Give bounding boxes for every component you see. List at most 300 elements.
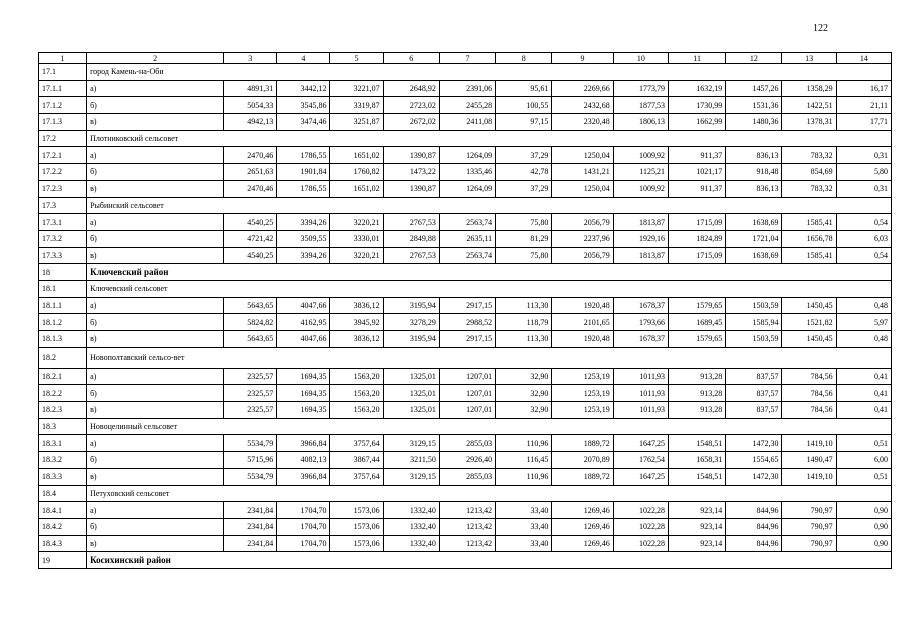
- value-cell: 97,15: [496, 114, 552, 131]
- value-cell: 33,40: [496, 518, 552, 535]
- value-cell: 2648,92: [383, 80, 439, 97]
- value-cell: 1390,87: [383, 147, 439, 164]
- value-cell: 2917,15: [439, 331, 495, 348]
- value-cell: 0,54: [836, 214, 891, 231]
- column-header: 4: [277, 53, 330, 64]
- value-cell: 4162,95: [277, 314, 330, 331]
- table-row: [39, 314, 892, 331]
- value-cell: 1573,06: [330, 502, 383, 519]
- row-variant: в): [87, 331, 224, 348]
- value-cell: 923,14: [668, 518, 725, 535]
- value-cell: 5643,65: [224, 331, 277, 348]
- value-cell: 1786,55: [277, 180, 330, 197]
- section-name: город Камень-на-Оби: [87, 64, 892, 81]
- value-cell: 1269,46: [552, 518, 613, 535]
- value-cell: 100,55: [496, 97, 552, 114]
- value-cell: 0,31: [836, 147, 891, 164]
- section-row: [39, 64, 892, 81]
- value-cell: 0,90: [836, 518, 891, 535]
- value-cell: 2325,57: [224, 368, 277, 385]
- tariff-table: [38, 52, 892, 569]
- row-variant: в): [87, 114, 224, 131]
- value-cell: 1419,10: [782, 435, 836, 452]
- row-variant: а): [87, 80, 224, 97]
- value-cell: 2635,11: [439, 230, 495, 247]
- section-row: [39, 130, 892, 147]
- value-cell: 1250,04: [552, 180, 613, 197]
- value-cell: 1573,06: [330, 518, 383, 535]
- table-row: [39, 297, 892, 314]
- value-cell: 0,51: [836, 468, 891, 485]
- value-cell: 3509,55: [277, 230, 330, 247]
- row-variant: в): [87, 468, 224, 485]
- value-cell: 1022,28: [613, 535, 668, 552]
- row-index: 18.3.1: [39, 435, 87, 452]
- column-header: 3: [224, 53, 277, 64]
- column-header: 13: [782, 53, 836, 64]
- value-cell: 1678,37: [613, 331, 668, 348]
- value-cell: 3394,26: [277, 214, 330, 231]
- value-cell: 911,37: [668, 180, 725, 197]
- table-row: [39, 164, 892, 181]
- value-cell: 1662,99: [668, 114, 725, 131]
- value-cell: 1378,31: [782, 114, 836, 131]
- value-cell: 1503,59: [726, 297, 782, 314]
- value-cell: 913,28: [668, 402, 725, 419]
- row-index: 18.1.2: [39, 314, 87, 331]
- value-cell: 837,57: [726, 402, 782, 419]
- section-row: [39, 280, 892, 297]
- value-cell: 1715,09: [668, 247, 725, 264]
- value-cell: 0,51: [836, 435, 891, 452]
- table-row: [39, 114, 892, 131]
- value-cell: 1762,54: [613, 452, 668, 469]
- value-cell: 1638,69: [726, 247, 782, 264]
- column-header: 7: [439, 53, 495, 64]
- value-cell: 923,14: [668, 535, 725, 552]
- value-cell: 1579,65: [668, 331, 725, 348]
- value-cell: 1585,41: [782, 214, 836, 231]
- value-cell: 783,32: [782, 147, 836, 164]
- table-row: [39, 385, 892, 402]
- value-cell: 2432,68: [552, 97, 613, 114]
- value-cell: 1531,36: [726, 97, 782, 114]
- value-cell: 0,48: [836, 331, 891, 348]
- table-row: [39, 435, 892, 452]
- value-cell: 2056,79: [552, 247, 613, 264]
- value-cell: 2056,79: [552, 214, 613, 231]
- section-name: Новополтавский сельсо-вет: [87, 347, 892, 368]
- value-cell: 1704,70: [277, 535, 330, 552]
- value-cell: 1730,99: [668, 97, 725, 114]
- value-cell: 0,90: [836, 535, 891, 552]
- value-cell: 1715,09: [668, 214, 725, 231]
- row-variant: а): [87, 214, 224, 231]
- value-cell: 6,03: [836, 230, 891, 247]
- value-cell: 33,40: [496, 535, 552, 552]
- value-cell: 3129,15: [383, 468, 439, 485]
- value-cell: 0,48: [836, 297, 891, 314]
- value-cell: 1573,06: [330, 535, 383, 552]
- table-row: [39, 80, 892, 97]
- value-cell: 1548,51: [668, 468, 725, 485]
- table-row: [39, 468, 892, 485]
- row-index: 17.2: [39, 130, 87, 147]
- value-cell: 5054,33: [224, 97, 277, 114]
- value-cell: 32,90: [496, 402, 552, 419]
- value-cell: 75,80: [496, 247, 552, 264]
- value-cell: 1554,65: [726, 452, 782, 469]
- table-body: [39, 53, 892, 569]
- row-variant: б): [87, 518, 224, 535]
- value-cell: 75,80: [496, 214, 552, 231]
- value-cell: 844,96: [726, 518, 782, 535]
- value-cell: 1335,46: [439, 164, 495, 181]
- row-variant: а): [87, 147, 224, 164]
- value-cell: 3251,87: [330, 114, 383, 131]
- table-row: [39, 452, 892, 469]
- value-cell: 1773,79: [613, 80, 668, 97]
- value-cell: 2320,48: [552, 114, 613, 131]
- value-cell: 3757,64: [330, 468, 383, 485]
- value-cell: 784,56: [782, 402, 836, 419]
- table-row: [39, 368, 892, 385]
- value-cell: 21,11: [836, 97, 891, 114]
- value-cell: 81,29: [496, 230, 552, 247]
- value-cell: 1647,25: [613, 468, 668, 485]
- value-cell: 1207,01: [439, 385, 495, 402]
- value-cell: 3220,21: [330, 214, 383, 231]
- row-index: 17.2.1: [39, 147, 87, 164]
- row-index: 17.2.3: [39, 180, 87, 197]
- value-cell: 2767,53: [383, 214, 439, 231]
- table-row: [39, 147, 892, 164]
- value-cell: 2070,89: [552, 452, 613, 469]
- table-row: [39, 247, 892, 264]
- table-row: [39, 518, 892, 535]
- value-cell: 3195,94: [383, 297, 439, 314]
- value-cell: 1125,21: [613, 164, 668, 181]
- value-cell: 1889,72: [552, 435, 613, 452]
- value-cell: 1563,20: [330, 385, 383, 402]
- column-header: 12: [726, 53, 782, 64]
- value-cell: 2237,96: [552, 230, 613, 247]
- value-cell: 32,90: [496, 385, 552, 402]
- value-cell: 4047,66: [277, 331, 330, 348]
- value-cell: 2563,74: [439, 247, 495, 264]
- value-cell: 1813,87: [613, 214, 668, 231]
- value-cell: 2325,57: [224, 402, 277, 419]
- value-cell: 1721,04: [726, 230, 782, 247]
- value-cell: 17,71: [836, 114, 891, 131]
- value-cell: 5534,79: [224, 435, 277, 452]
- value-cell: 1332,40: [383, 535, 439, 552]
- value-cell: 1011,93: [613, 402, 668, 419]
- value-cell: 913,28: [668, 368, 725, 385]
- column-header: 2: [87, 53, 224, 64]
- column-header: 9: [552, 53, 613, 64]
- region-name: Ключевский район: [87, 264, 892, 281]
- value-cell: 1563,20: [330, 402, 383, 419]
- column-header: 6: [383, 53, 439, 64]
- value-cell: 1325,01: [383, 402, 439, 419]
- value-cell: 0,41: [836, 385, 891, 402]
- row-index: 18.2.1: [39, 368, 87, 385]
- value-cell: 3945,92: [330, 314, 383, 331]
- row-variant: а): [87, 435, 224, 452]
- value-cell: 2391,06: [439, 80, 495, 97]
- value-cell: 1253,19: [552, 368, 613, 385]
- value-cell: 3836,12: [330, 331, 383, 348]
- row-index: 18: [39, 264, 87, 281]
- page-number: 122: [813, 23, 828, 34]
- value-cell: 1920,48: [552, 331, 613, 348]
- table-row: [39, 180, 892, 197]
- header-row: [39, 53, 892, 64]
- row-variant: б): [87, 452, 224, 469]
- value-cell: 1472,30: [726, 435, 782, 452]
- value-cell: 4540,25: [224, 214, 277, 231]
- value-cell: 913,28: [668, 385, 725, 402]
- table-row: [39, 502, 892, 519]
- value-cell: 5,97: [836, 314, 891, 331]
- value-cell: 1480,36: [726, 114, 782, 131]
- row-index: 17.1.1: [39, 80, 87, 97]
- value-cell: 37,29: [496, 180, 552, 197]
- value-cell: 0,31: [836, 180, 891, 197]
- value-cell: 2455,28: [439, 97, 495, 114]
- value-cell: 844,96: [726, 535, 782, 552]
- value-cell: 1264,09: [439, 147, 495, 164]
- value-cell: 2341,84: [224, 535, 277, 552]
- value-cell: 1332,40: [383, 518, 439, 535]
- column-header: 14: [836, 53, 891, 64]
- value-cell: 3966,84: [277, 468, 330, 485]
- row-variant: б): [87, 97, 224, 114]
- value-cell: 6,00: [836, 452, 891, 469]
- row-variant: в): [87, 535, 224, 552]
- value-cell: 1431,21: [552, 164, 613, 181]
- value-cell: 783,32: [782, 180, 836, 197]
- value-cell: 790,97: [782, 518, 836, 535]
- value-cell: 1929,16: [613, 230, 668, 247]
- value-cell: 0,41: [836, 368, 891, 385]
- row-index: 18.1.3: [39, 331, 87, 348]
- value-cell: 1656,78: [782, 230, 836, 247]
- value-cell: 1011,93: [613, 368, 668, 385]
- row-index: 17.1.3: [39, 114, 87, 131]
- value-cell: 1332,40: [383, 502, 439, 519]
- value-cell: 911,37: [668, 147, 725, 164]
- value-cell: 4721,42: [224, 230, 277, 247]
- value-cell: 4082,13: [277, 452, 330, 469]
- row-variant: в): [87, 402, 224, 419]
- value-cell: 844,96: [726, 502, 782, 519]
- row-index: 19: [39, 552, 87, 569]
- value-cell: 2855,03: [439, 468, 495, 485]
- value-cell: 1253,19: [552, 385, 613, 402]
- value-cell: 836,13: [726, 180, 782, 197]
- value-cell: 2563,74: [439, 214, 495, 231]
- value-cell: 918,48: [726, 164, 782, 181]
- value-cell: 1207,01: [439, 402, 495, 419]
- value-cell: 3545,86: [277, 97, 330, 114]
- value-cell: 1689,45: [668, 314, 725, 331]
- value-cell: 1813,87: [613, 247, 668, 264]
- column-header: 11: [668, 53, 725, 64]
- value-cell: 1694,35: [277, 385, 330, 402]
- value-cell: 95,61: [496, 80, 552, 97]
- value-cell: 1021,17: [668, 164, 725, 181]
- value-cell: 1473,22: [383, 164, 439, 181]
- value-cell: 2470,46: [224, 147, 277, 164]
- section-name: Рыбинский сельсовет: [87, 197, 892, 214]
- column-header: 8: [496, 53, 552, 64]
- value-cell: 1011,93: [613, 385, 668, 402]
- row-index: 17.2.2: [39, 164, 87, 181]
- value-cell: 2672,02: [383, 114, 439, 131]
- value-cell: 1472,30: [726, 468, 782, 485]
- value-cell: 1022,28: [613, 518, 668, 535]
- value-cell: 1213,42: [439, 518, 495, 535]
- value-cell: 0,54: [836, 247, 891, 264]
- value-cell: 836,13: [726, 147, 782, 164]
- value-cell: 1269,46: [552, 535, 613, 552]
- row-index: 18.1.1: [39, 297, 87, 314]
- value-cell: 3195,94: [383, 331, 439, 348]
- value-cell: 0,41: [836, 402, 891, 419]
- value-cell: 3966,84: [277, 435, 330, 452]
- value-cell: 2269,66: [552, 80, 613, 97]
- value-cell: 1521,82: [782, 314, 836, 331]
- value-cell: 4540,25: [224, 247, 277, 264]
- value-cell: 1325,01: [383, 368, 439, 385]
- value-cell: 2855,03: [439, 435, 495, 452]
- row-index: 17.3.1: [39, 214, 87, 231]
- value-cell: 923,14: [668, 502, 725, 519]
- column-header: 5: [330, 53, 383, 64]
- value-cell: 113,30: [496, 297, 552, 314]
- value-cell: 1704,70: [277, 502, 330, 519]
- value-cell: 1632,19: [668, 80, 725, 97]
- value-cell: 1678,37: [613, 297, 668, 314]
- value-cell: 3220,21: [330, 247, 383, 264]
- row-index: 18.4: [39, 485, 87, 502]
- value-cell: 1358,29: [782, 80, 836, 97]
- value-cell: 3474,46: [277, 114, 330, 131]
- region-row: [39, 264, 892, 281]
- value-cell: 2723,02: [383, 97, 439, 114]
- table-row: [39, 97, 892, 114]
- value-cell: 1450,45: [782, 297, 836, 314]
- region-row: [39, 552, 892, 569]
- value-cell: 3211,50: [383, 452, 439, 469]
- section-name: Ключевский сельсовет: [87, 280, 892, 297]
- value-cell: 2341,84: [224, 518, 277, 535]
- value-cell: 1704,70: [277, 518, 330, 535]
- section-name: Плотниковский сельсовет: [87, 130, 892, 147]
- row-index: 17.3: [39, 197, 87, 214]
- table-row: [39, 230, 892, 247]
- value-cell: 1585,41: [782, 247, 836, 264]
- value-cell: 1651,02: [330, 180, 383, 197]
- value-cell: 2767,53: [383, 247, 439, 264]
- value-cell: 3836,12: [330, 297, 383, 314]
- value-cell: 1658,31: [668, 452, 725, 469]
- column-header: 1: [39, 53, 87, 64]
- row-index: 18.3: [39, 418, 87, 435]
- value-cell: 33,40: [496, 502, 552, 519]
- value-cell: 1585,94: [726, 314, 782, 331]
- section-row: [39, 485, 892, 502]
- value-cell: 3319,87: [330, 97, 383, 114]
- row-index: 18.4.3: [39, 535, 87, 552]
- value-cell: 1793,66: [613, 314, 668, 331]
- row-index: 18.1: [39, 280, 87, 297]
- value-cell: 3867,44: [330, 452, 383, 469]
- row-index: 18.3.3: [39, 468, 87, 485]
- row-variant: б): [87, 230, 224, 247]
- value-cell: 1390,87: [383, 180, 439, 197]
- value-cell: 837,57: [726, 385, 782, 402]
- value-cell: 2917,15: [439, 297, 495, 314]
- section-name: Новоцелинный сельсовет: [87, 418, 892, 435]
- table-row: [39, 535, 892, 552]
- value-cell: 42,78: [496, 164, 552, 181]
- value-cell: 790,97: [782, 535, 836, 552]
- row-variant: в): [87, 247, 224, 264]
- value-cell: 3394,26: [277, 247, 330, 264]
- row-variant: б): [87, 164, 224, 181]
- value-cell: 16,17: [836, 80, 891, 97]
- value-cell: 116,45: [496, 452, 552, 469]
- row-variant: а): [87, 368, 224, 385]
- value-cell: 1694,35: [277, 402, 330, 419]
- value-cell: 2651,63: [224, 164, 277, 181]
- value-cell: 1889,72: [552, 468, 613, 485]
- value-cell: 2470,46: [224, 180, 277, 197]
- value-cell: 32,90: [496, 368, 552, 385]
- value-cell: 1647,25: [613, 435, 668, 452]
- value-cell: 1264,09: [439, 180, 495, 197]
- value-cell: 2988,52: [439, 314, 495, 331]
- column-header: 10: [613, 53, 668, 64]
- value-cell: 1786,55: [277, 147, 330, 164]
- value-cell: 1651,02: [330, 147, 383, 164]
- value-cell: 1009,92: [613, 180, 668, 197]
- row-variant: б): [87, 385, 224, 402]
- value-cell: 1638,69: [726, 214, 782, 231]
- value-cell: 790,97: [782, 502, 836, 519]
- row-index: 17.3.2: [39, 230, 87, 247]
- value-cell: 854,69: [782, 164, 836, 181]
- region-name: Косихинский район: [87, 552, 892, 569]
- value-cell: 1325,01: [383, 385, 439, 402]
- table-row: [39, 214, 892, 231]
- row-variant: а): [87, 297, 224, 314]
- value-cell: 5534,79: [224, 468, 277, 485]
- value-cell: 784,56: [782, 385, 836, 402]
- value-cell: 1253,19: [552, 402, 613, 419]
- value-cell: 1419,10: [782, 468, 836, 485]
- value-cell: 2341,84: [224, 502, 277, 519]
- value-cell: 1563,20: [330, 368, 383, 385]
- value-cell: 2101,65: [552, 314, 613, 331]
- value-cell: 2411,08: [439, 114, 495, 131]
- row-index: 18.2: [39, 347, 87, 368]
- value-cell: 1422,51: [782, 97, 836, 114]
- value-cell: 1548,51: [668, 435, 725, 452]
